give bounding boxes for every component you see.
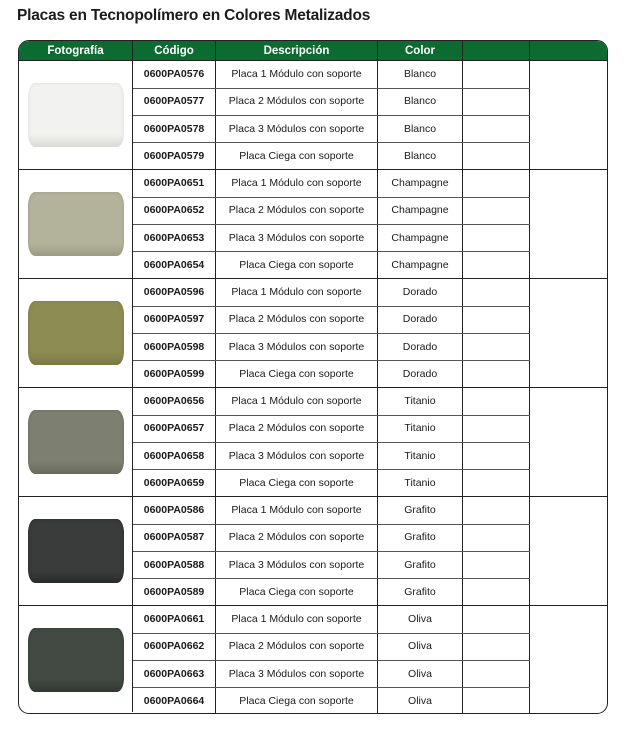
row-divider <box>133 633 530 634</box>
product-description: Placa Ciega con soporte <box>216 251 378 278</box>
product-description: Placa 3 Módulos con soporte <box>216 442 378 469</box>
product-description: Placa Ciega con soporte <box>216 687 378 714</box>
product-code: 0600PA0589 <box>133 578 216 605</box>
row-divider <box>133 360 530 361</box>
product-photo-cell <box>19 497 133 605</box>
product-photo-cell <box>19 61 133 169</box>
product-description: Placa 1 Módulo con soporte <box>216 170 378 197</box>
row-divider <box>133 115 530 116</box>
product-code: 0600PA0662 <box>133 633 216 660</box>
product-color: Grafito <box>378 578 463 605</box>
product-description: Placa 3 Módulos con soporte <box>216 660 378 687</box>
product-color: Blanco <box>378 61 463 88</box>
empty-cell <box>463 660 530 687</box>
product-code: 0600PA0596 <box>133 279 216 306</box>
product-code: 0600PA0654 <box>133 251 216 278</box>
product-color: Dorado <box>378 333 463 360</box>
row-divider <box>133 442 530 443</box>
plate-image <box>28 519 124 583</box>
empty-cell <box>463 251 530 278</box>
product-color: Grafito <box>378 524 463 551</box>
product-code: 0600PA0661 <box>133 606 216 633</box>
row-divider <box>133 578 530 579</box>
empty-merged-cell <box>530 388 608 496</box>
product-description: Placa 3 Módulos con soporte <box>216 224 378 251</box>
row-divider <box>133 660 530 661</box>
product-photo-cell <box>19 606 133 713</box>
product-color: Grafito <box>378 551 463 578</box>
product-color: Champagne <box>378 170 463 197</box>
empty-cell <box>463 687 530 714</box>
row-divider <box>133 197 530 198</box>
empty-cell <box>463 442 530 469</box>
empty-merged-cell <box>530 606 608 713</box>
page-title: Placas en Tecnopolímero en Colores Metalizados <box>17 7 371 24</box>
row-divider <box>133 524 530 525</box>
plate-image <box>28 628 124 692</box>
product-color: Oliva <box>378 633 463 660</box>
product-color: Oliva <box>378 606 463 633</box>
product-code: 0600PA0653 <box>133 224 216 251</box>
empty-merged-cell <box>530 279 608 387</box>
empty-cell <box>463 306 530 333</box>
product-code: 0600PA0651 <box>133 170 216 197</box>
product-color: Dorado <box>378 360 463 387</box>
product-photo-cell <box>19 279 133 387</box>
empty-cell <box>463 551 530 578</box>
plate-image <box>28 301 124 365</box>
empty-cell <box>463 524 530 551</box>
empty-cell <box>463 197 530 224</box>
product-code: 0600PA0587 <box>133 524 216 551</box>
product-description: Placa 2 Módulos con soporte <box>216 633 378 660</box>
row-divider <box>133 142 530 143</box>
header-color: Color <box>378 41 463 61</box>
empty-cell <box>463 115 530 142</box>
header-extra-1 <box>463 41 530 61</box>
row-divider <box>133 415 530 416</box>
empty-cell <box>463 142 530 169</box>
product-code: 0600PA0578 <box>133 115 216 142</box>
product-description: Placa 2 Módulos con soporte <box>216 415 378 442</box>
product-code: 0600PA0598 <box>133 333 216 360</box>
product-group <box>19 60 607 169</box>
product-description: Placa 1 Módulo con soporte <box>216 606 378 633</box>
row-divider <box>133 687 530 688</box>
empty-cell <box>463 578 530 605</box>
product-color: Titanio <box>378 388 463 415</box>
product-photo-cell <box>19 388 133 496</box>
product-color: Champagne <box>378 197 463 224</box>
product-color: Blanco <box>378 88 463 115</box>
product-group <box>19 278 607 387</box>
product-code: 0600PA0577 <box>133 88 216 115</box>
product-code: 0600PA0656 <box>133 388 216 415</box>
product-description: Placa Ciega con soporte <box>216 360 378 387</box>
header-descripcion: Descripción <box>216 41 378 61</box>
header-codigo: Código <box>133 41 216 61</box>
empty-cell <box>463 170 530 197</box>
product-description: Placa 3 Módulos con soporte <box>216 333 378 360</box>
product-description: Placa Ciega con soporte <box>216 469 378 496</box>
product-color: Titanio <box>378 442 463 469</box>
row-divider <box>133 224 530 225</box>
product-code: 0600PA0576 <box>133 61 216 88</box>
product-photo-cell <box>19 170 133 278</box>
product-description: Placa 2 Módulos con soporte <box>216 88 378 115</box>
product-description: Placa 1 Módulo con soporte <box>216 388 378 415</box>
product-code: 0600PA0657 <box>133 415 216 442</box>
empty-cell <box>463 279 530 306</box>
empty-cell <box>463 469 530 496</box>
plate-image <box>28 83 124 147</box>
product-description: Placa Ciega con soporte <box>216 142 378 169</box>
product-description: Placa 1 Módulo con soporte <box>216 61 378 88</box>
product-code: 0600PA0597 <box>133 306 216 333</box>
product-color: Champagne <box>378 224 463 251</box>
empty-merged-cell <box>530 61 608 169</box>
product-color: Dorado <box>378 306 463 333</box>
product-code: 0600PA0599 <box>133 360 216 387</box>
product-description: Placa 2 Módulos con soporte <box>216 197 378 224</box>
plate-image <box>28 410 124 474</box>
plate-image <box>28 192 124 256</box>
product-code: 0600PA0579 <box>133 142 216 169</box>
empty-cell <box>463 497 530 524</box>
product-table <box>18 40 608 714</box>
product-group <box>19 496 607 605</box>
header-extra-2 <box>530 41 608 61</box>
empty-cell <box>463 606 530 633</box>
product-color: Titanio <box>378 469 463 496</box>
row-divider <box>133 306 530 307</box>
empty-cell <box>463 415 530 442</box>
product-description: Placa 2 Módulos con soporte <box>216 524 378 551</box>
product-code: 0600PA0659 <box>133 469 216 496</box>
product-color: Titanio <box>378 415 463 442</box>
product-color: Oliva <box>378 660 463 687</box>
product-description: Placa Ciega con soporte <box>216 578 378 605</box>
row-divider <box>133 88 530 89</box>
header-fotografia: Fotografía <box>19 41 133 61</box>
product-code: 0600PA0658 <box>133 442 216 469</box>
product-description: Placa 1 Módulo con soporte <box>216 279 378 306</box>
product-description: Placa 2 Módulos con soporte <box>216 306 378 333</box>
product-color: Dorado <box>378 279 463 306</box>
row-divider <box>133 551 530 552</box>
empty-cell <box>463 61 530 88</box>
product-description: Placa 1 Módulo con soporte <box>216 497 378 524</box>
empty-merged-cell <box>530 170 608 278</box>
empty-cell <box>463 633 530 660</box>
product-color: Blanco <box>378 115 463 142</box>
product-code: 0600PA0663 <box>133 660 216 687</box>
row-divider <box>133 333 530 334</box>
empty-cell <box>463 360 530 387</box>
empty-cell <box>463 333 530 360</box>
product-group <box>19 387 607 496</box>
empty-cell <box>463 388 530 415</box>
product-description: Placa 3 Módulos con soporte <box>216 551 378 578</box>
row-divider <box>133 251 530 252</box>
empty-cell <box>463 88 530 115</box>
product-group <box>19 605 607 713</box>
product-code: 0600PA0588 <box>133 551 216 578</box>
product-color: Champagne <box>378 251 463 278</box>
product-code: 0600PA0586 <box>133 497 216 524</box>
product-code: 0600PA0652 <box>133 197 216 224</box>
empty-cell <box>463 224 530 251</box>
empty-merged-cell <box>530 497 608 605</box>
product-group <box>19 169 607 278</box>
table-header <box>19 41 607 61</box>
product-color: Grafito <box>378 497 463 524</box>
product-color: Oliva <box>378 687 463 714</box>
product-description: Placa 3 Módulos con soporte <box>216 115 378 142</box>
product-color: Blanco <box>378 142 463 169</box>
row-divider <box>133 469 530 470</box>
product-code: 0600PA0664 <box>133 687 216 714</box>
